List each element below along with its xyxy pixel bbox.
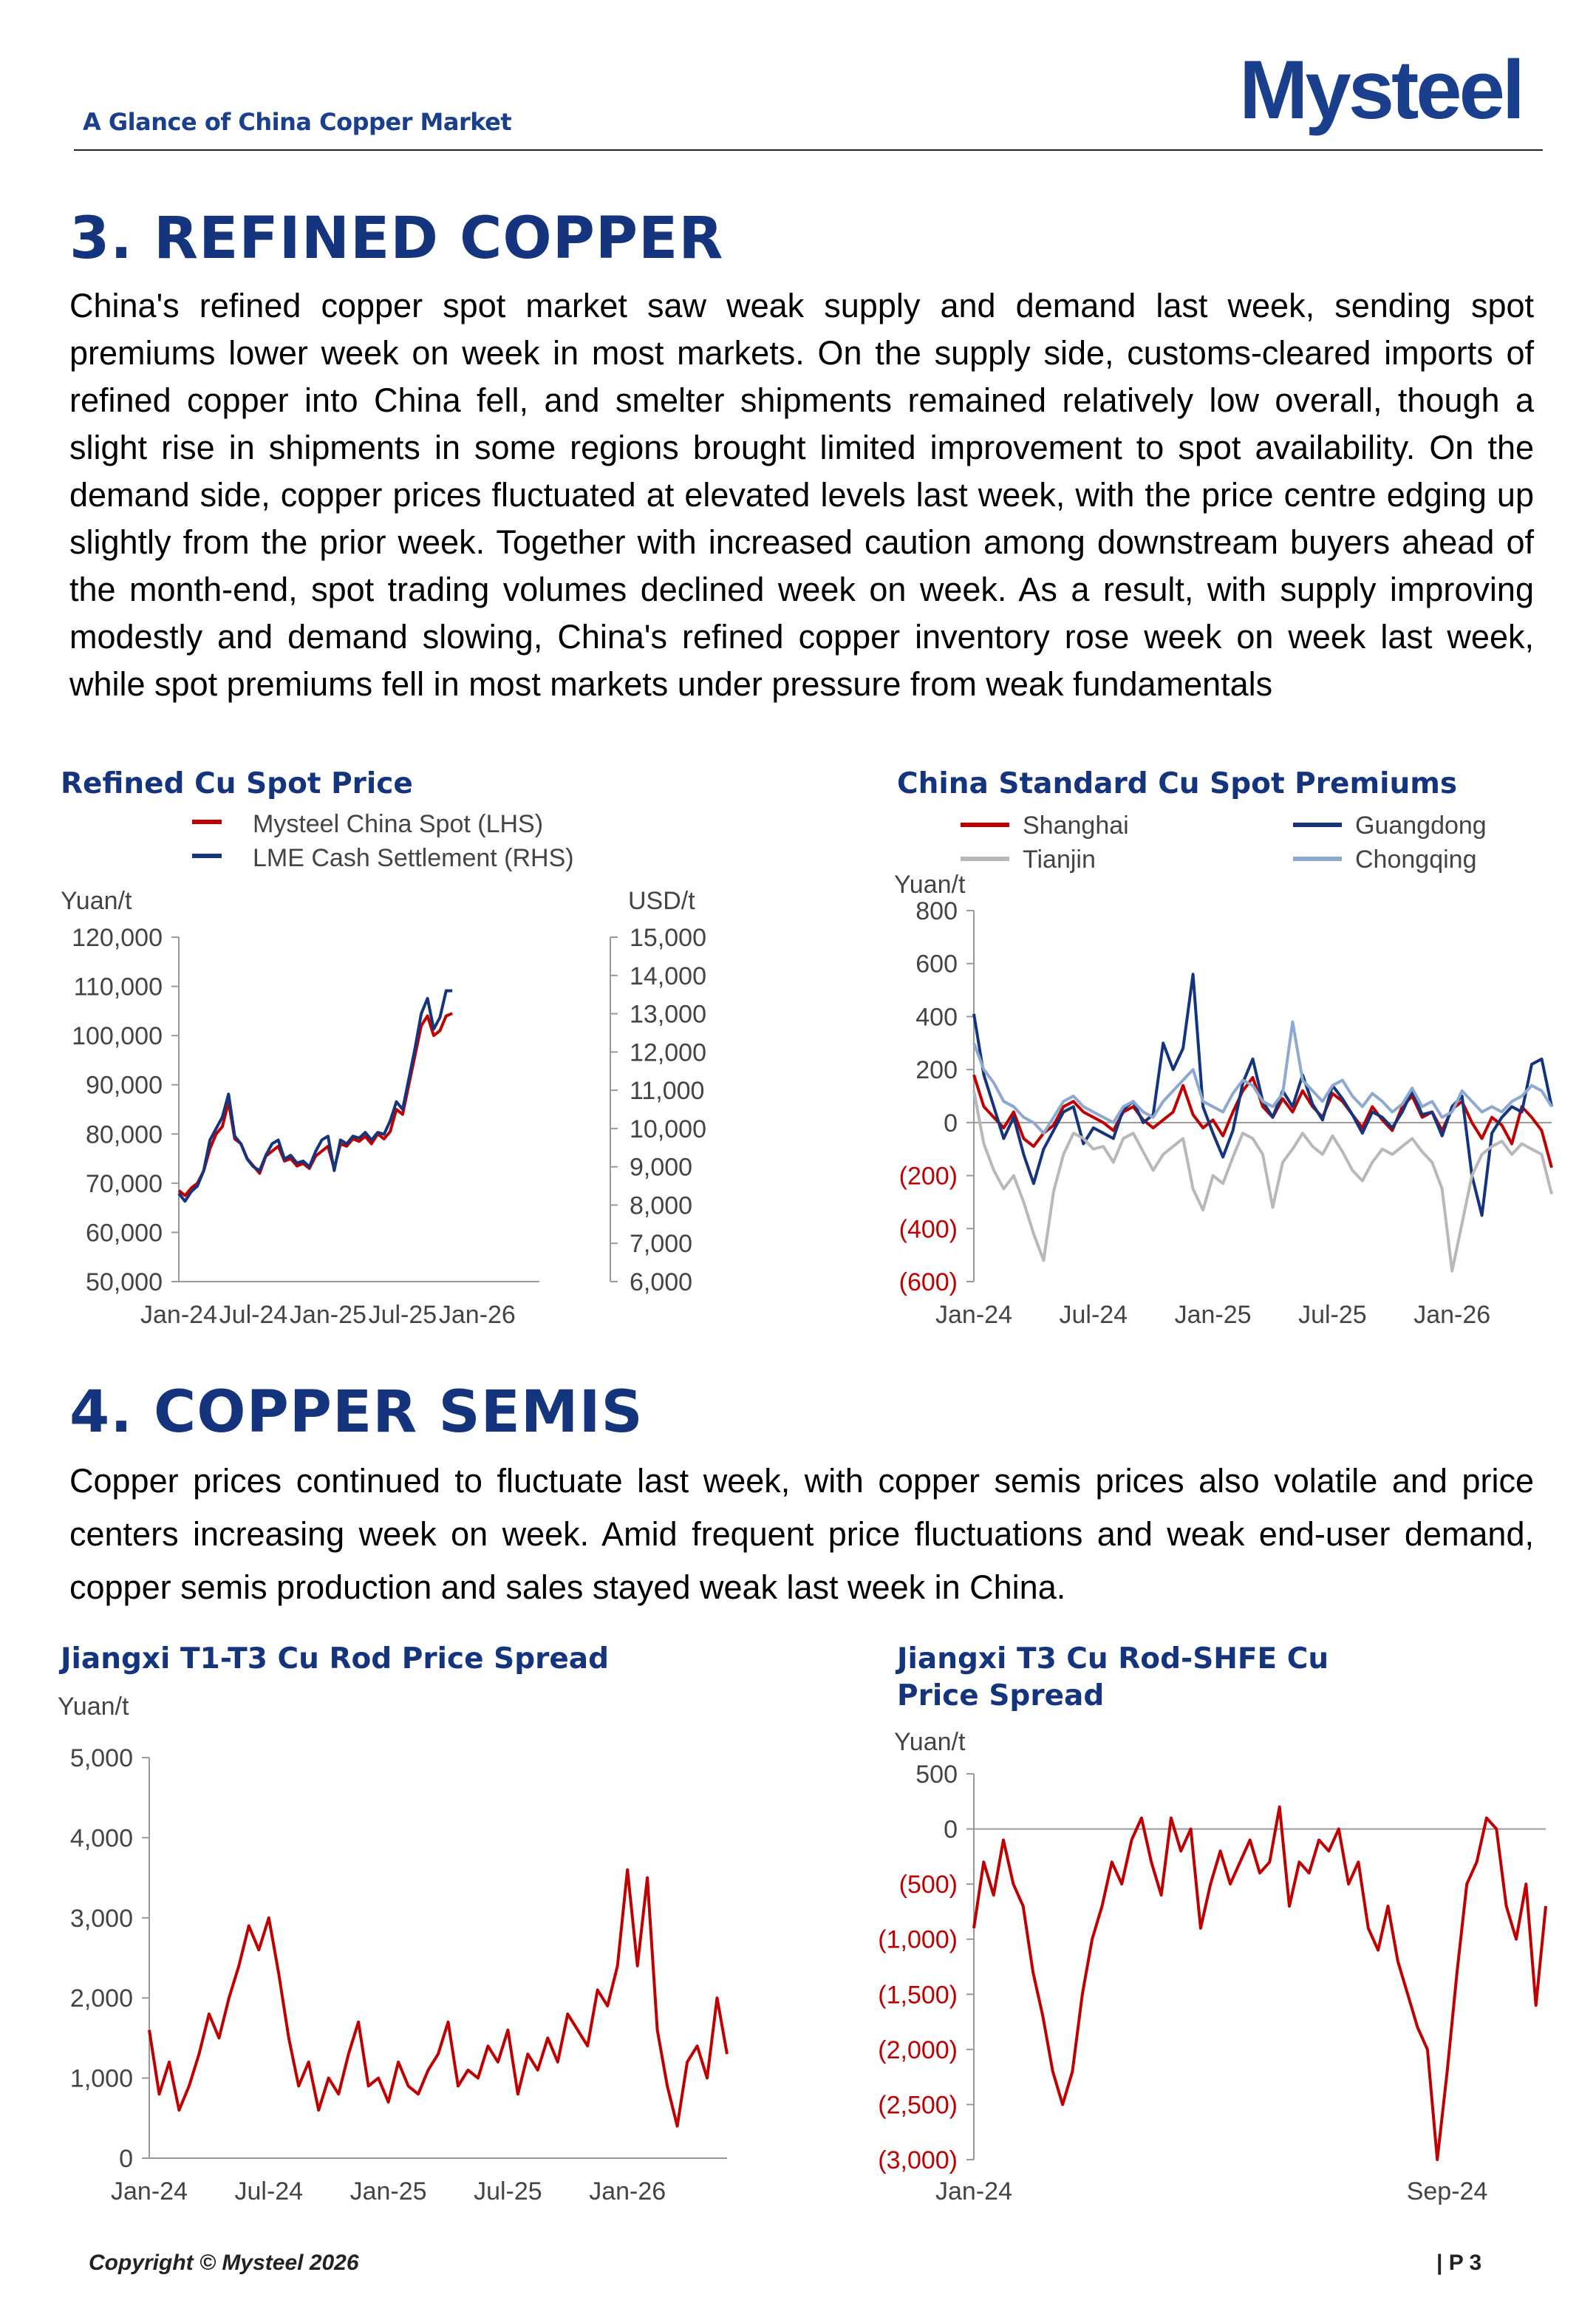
y-tick-label: (3,000): [878, 2146, 958, 2174]
x-tick-label: Jul-24: [219, 1301, 288, 1329]
series-line-lme-cash-settlement-rhs: [179, 991, 452, 1202]
y-tick-label: 60,000: [86, 1219, 163, 1248]
chart-title-rod-spread: Jiangxi T1-T3 Cu Rod Price Spread: [61, 1642, 610, 1676]
x-tick-label: Jan-25: [1174, 1301, 1252, 1329]
y-right-tick-label: 10,000: [630, 1115, 706, 1143]
y-tick-label: 100,000: [72, 1022, 163, 1051]
rod-spread-chart: [30, 1678, 754, 2210]
y-right-tick-label: 14,000: [630, 962, 706, 990]
y-tick-label: 90,000: [86, 1071, 163, 1100]
legend-label-china-spot: Mysteel China Spot (LHS): [253, 810, 544, 838]
y-right-tick-label: 6,000: [630, 1268, 693, 1296]
x-tick-label: Jan-25: [349, 2177, 427, 2205]
y-tick-label: (500): [898, 1871, 958, 1899]
legend-label-chongqing: Chongqing: [1355, 846, 1477, 874]
y-tick-label: 120,000: [72, 924, 163, 952]
refined-copper-paragraph: China's refined copper spot market saw weak supply and demand last week, sending spot premiums lower week on week in most markets. On the supply side, customs-cleared imports of refined copper into China fell, and smelter shipments remained relatively low overall, though a slight rise in shipments in some regions brought limited improvement to spot availability. On the demand side, copper prices fluctuated at elevated levels last week, with the price centre edging up slightly from the prior week. Together with increased caution among downstream buyers ahead of the month-end, spot trading volumes declined week on week. As a result, with supply improving modestly and demand slowing, China's refined copper inventory rose week on week last week, while spot premiums fell in most markets under pressure from weak fundamentals: [69, 287, 1534, 703]
y-tick-label: 4,000: [69, 1824, 133, 1853]
y-tick-label: 0: [944, 1815, 958, 1844]
section-title-refined-copper: 3. REFINED COPPER: [69, 205, 724, 272]
y-tick-label: 110,000: [73, 973, 163, 1001]
x-tick-label: Jul-24: [234, 2177, 304, 2205]
y-right-tick-label: 15,000: [630, 924, 706, 952]
y-tick-label: 1,000: [69, 2064, 133, 2093]
x-tick-label: Jul-25: [368, 1301, 437, 1329]
y-tick-label: 80,000: [86, 1120, 163, 1149]
y-right-tick-label: 11,000: [630, 1077, 705, 1106]
y-tick-label: 0: [944, 1109, 958, 1137]
x-tick-label: Jul-24: [1059, 1301, 1128, 1329]
y-tick-label: 400: [915, 1003, 958, 1032]
legend-label-lme-cash: LME Cash Settlement (RHS): [253, 844, 574, 872]
y-unit: Yuan/t: [894, 1728, 966, 1756]
legend-label-guangdong: Guangdong: [1355, 812, 1487, 840]
y-unit: Yuan/t: [894, 871, 966, 899]
rod-shfe-chart: [872, 1715, 1566, 2210]
x-tick-label: Jan-24: [111, 2177, 188, 2205]
x-tick-label: Jan-26: [589, 2177, 666, 2205]
y-right-tick-label: 8,000: [630, 1191, 693, 1220]
y-tick-label: (1,000): [878, 1925, 958, 1954]
y-tick-label: (600): [898, 1268, 958, 1296]
y-tick-label: (400): [898, 1215, 958, 1244]
copper-semis-paragraph: Copper prices continued to fluctuate last week, with copper semis prices also volatile and price centers increasing week on week. Amid frequent price fluctuations and weak end-user demand, copper semis production and sales stayed weak last week in China.: [69, 1462, 1534, 1606]
y-right-tick-label: 12,000: [630, 1038, 706, 1067]
y-tick-label: 500: [915, 1761, 958, 1789]
y-tick-label: 800: [915, 897, 958, 925]
y-tick-label: 0: [119, 2145, 133, 2173]
chart-title-rod-shfe: Jiangxi T3 Cu Rod-SHFE Cu Price Spread: [897, 1642, 1329, 1713]
y-right-tick-label: 13,000: [630, 1000, 706, 1029]
legend-label-shanghai: Shanghai: [1023, 812, 1129, 840]
x-tick-label: Jul-25: [1298, 1301, 1367, 1329]
header-divider: [74, 149, 1543, 151]
x-tick-label: Sep-24: [1406, 2177, 1488, 2205]
series-line-mysteel-china-spot-lhs: [179, 1013, 452, 1195]
y-unit-right: USD/t: [628, 887, 695, 915]
section-title-copper-semis: 4. COPPER SEMIS: [69, 1379, 644, 1446]
legend-label-tianjin: Tianjin: [1023, 846, 1096, 874]
y-tick-label: 50,000: [86, 1268, 163, 1296]
premiums-chart: [872, 798, 1566, 1338]
y-right-tick-label: 9,000: [630, 1153, 693, 1182]
y-tick-label: (200): [898, 1162, 958, 1191]
x-tick-label: Jan-26: [1413, 1301, 1491, 1329]
y-tick-label: 600: [915, 950, 958, 979]
chart-title-premiums: China Standard Cu Spot Premiums: [897, 767, 1458, 800]
y-tick-label: 2,000: [69, 1984, 133, 2013]
y-tick-label: (2,000): [878, 2035, 958, 2064]
y-tick-label: 70,000: [86, 1169, 163, 1198]
footer-page-number: | P 3: [1436, 2251, 1482, 2275]
x-tick-label: Jan-24: [935, 2177, 1012, 2205]
y-tick-label: 3,000: [69, 1904, 133, 1933]
x-tick-label: Jan-24: [935, 1301, 1012, 1329]
y-tick-label: 5,000: [69, 1744, 133, 1772]
y-unit: Yuan/t: [58, 1693, 129, 1721]
footer-copyright: Copyright © Mysteel 2026: [89, 2251, 359, 2275]
x-tick-label: Jan-26: [438, 1301, 516, 1329]
x-tick-label: Jan-24: [140, 1301, 217, 1329]
y-tick-label: 200: [915, 1056, 958, 1085]
report-title: A Glance of China Copper Market: [83, 108, 512, 136]
x-tick-label: Jul-25: [474, 2177, 542, 2205]
x-tick-label: Jan-25: [289, 1301, 366, 1329]
y-tick-label: (2,500): [878, 2091, 958, 2120]
series-line-rod-spread: [149, 1870, 727, 2126]
mysteel-logo: Mysteel: [1239, 44, 1522, 136]
y-right-tick-label: 7,000: [630, 1230, 693, 1259]
series-line-rod-shfe: [974, 1807, 1546, 2160]
chart-title-spot-price: Refined Cu Spot Price: [61, 767, 413, 800]
spot-price-chart: [30, 798, 768, 1338]
y-tick-label: (1,500): [878, 1981, 958, 2010]
y-unit-left: Yuan/t: [61, 887, 132, 915]
